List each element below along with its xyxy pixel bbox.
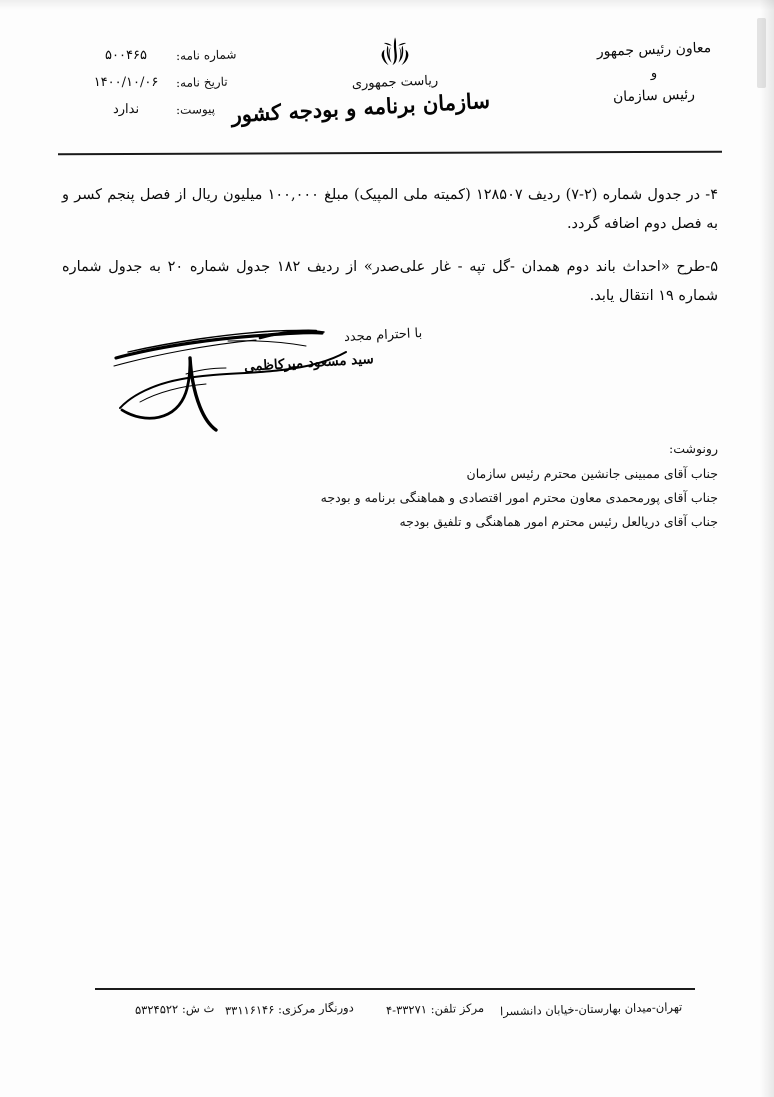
metadata-row-letter-number [72, 48, 252, 75]
letter-footer [0, 999, 774, 1029]
signer-name: سید مسعود میرکاظمی [243, 351, 375, 375]
issuer-title-conjunction: و [650, 65, 658, 81]
letter-date-value: ۱۴۰۰/۱۰/۰۶ [93, 75, 159, 90]
carbon-copy-recipient: جناب آقای دریالعل رئیس محترم امور هماهنگی و تلفیق بودجه [399, 514, 718, 529]
organization-line-1: ریاست جمهوری [351, 73, 439, 92]
footer-telephone: مرکز تلفن: ۳۳۲۷۱-۴ [385, 1000, 485, 1018]
attachment-value: ندارد [112, 102, 140, 117]
carbon-copy-recipient: جناب آقای ممبینی جانشین محترم رئیس سازمان [466, 466, 718, 481]
issuer-title-block [574, 40, 734, 108]
metadata-row-letter-date [72, 75, 252, 102]
clause-item-4: ۴- در جدول شماره (۲-۷) ردیف ۱۲۸۵۰۷ (کمیته ملی المپیک) مبلغ ۱۰۰,۰۰۰ میلیون ریال از فصل پنجم کسر و به فصل دوم اضافه گردد. [62, 186, 718, 232]
clause-item-5: ۵-طرح «احداث باند دوم همدان -گل تپه - غار علی‌صدر» از ردیف ۱۸۲ جدول شماره ۲۰ به جدول شماره شماره ۱۹ انتقال یابد. [62, 259, 718, 304]
attachment-label: پیوست: [175, 101, 216, 117]
scan-edge-shading-top [0, 0, 774, 10]
carbon-copy-recipient: جناب آقای پورمحمدی معاون محترم امور اقتصادی و هماهنگی برنامه و بودجه [320, 490, 718, 505]
letterhead [0, 28, 774, 146]
letter-number-value: ۵۰۰۴۶۵ [105, 48, 147, 63]
letter-date-label: تاریخ نامه: [175, 74, 228, 90]
issuer-title-line-2: رئیس سازمان [612, 86, 696, 106]
letter-body [62, 166, 718, 321]
metadata-row-attachment [72, 102, 252, 129]
closing-greeting: با احترام مجدد [343, 325, 423, 346]
scan-edge-shading-right [760, 0, 774, 1097]
letter-number-label: شماره نامه: [175, 47, 237, 63]
handwritten-signature [110, 322, 410, 432]
organization-line-2: سازمان برنامه و بودجه کشور [230, 87, 491, 128]
footer-divider [95, 988, 695, 990]
header-divider [58, 151, 722, 156]
footer-address: تهران-میدان بهارستان-خیابان دانشسرا [499, 999, 683, 1019]
organization-block [230, 30, 491, 128]
footer-fax: دورنگار مرکزی: ۳۳۱۱۶۱۴۶ [225, 1000, 355, 1018]
letter-metadata [72, 48, 252, 129]
issuer-title-line-1: معاون رئیس جمهور [596, 40, 712, 60]
iran-emblem-icon [372, 30, 418, 76]
footer-registry-number: ث ش: ۵۳۲۴۵۲۲ [134, 1000, 215, 1018]
carbon-copy-title: رونوشت: [669, 441, 718, 456]
carbon-copy-list [298, 437, 718, 534]
